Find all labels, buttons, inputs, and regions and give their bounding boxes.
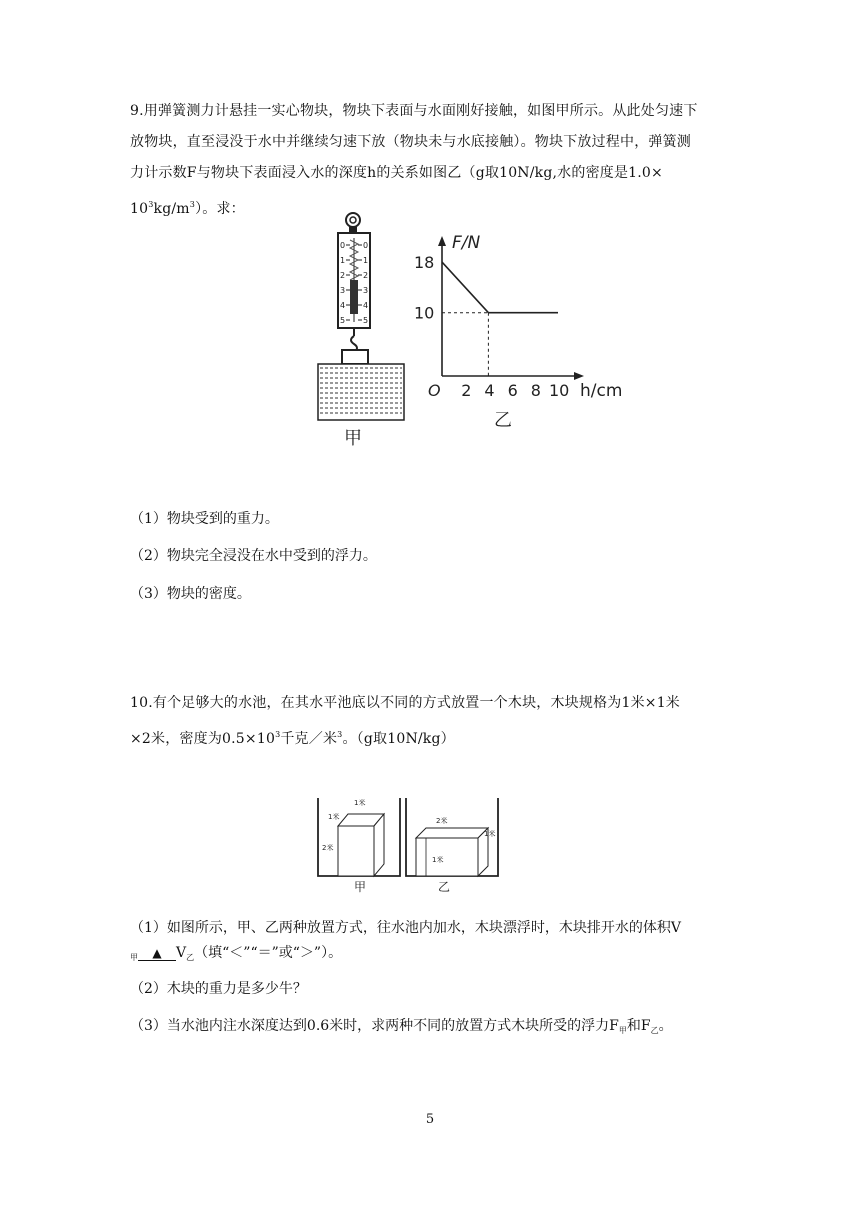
q10-sub-3: （3）当水池内注水深度达到0.6米时，求两种不同的放置方式木块所受的浮力$F_甲$和$F_乙$。	[130, 1018, 673, 1035]
dim-label: 1米	[328, 813, 340, 821]
scale-number: 5	[340, 316, 346, 325]
y-tick-label: 10	[414, 303, 435, 323]
q10-sub-2: （2）木块的重力是多少牛？	[130, 981, 307, 997]
q9-line-3: 力计示数F与物块下表面浸入水的深度h的关系如图乙（g取10N/kg,水的密度是1.0×	[130, 165, 663, 181]
x-tick-label: 10	[549, 381, 570, 400]
question-10-text	[130, 688, 730, 755]
q9-sub-1: （1）物块受到的重力。	[130, 511, 279, 527]
x-tick-label: 2	[461, 381, 472, 400]
q9-sub-3: （3）物块的密度。	[130, 586, 251, 602]
scale-number: 1	[340, 256, 346, 265]
figure-label-yi: 乙	[494, 410, 512, 431]
block-upright	[338, 814, 384, 876]
scale-number: 1	[363, 256, 369, 265]
x-axis-label: h/cm	[580, 381, 623, 401]
x-tick-label: 8	[530, 381, 541, 400]
scale-number: 4	[363, 301, 369, 310]
scale-number: 5	[363, 316, 369, 325]
dim-label: 2米	[436, 817, 448, 825]
answer-blank[interactable]: ▲	[138, 946, 176, 961]
q9-sub-2: （2）物块完全浸没在水中受到的浮力。	[130, 548, 377, 564]
q9-line-2: 放物块，直至浸没于水中并继续匀速下放（物块未与水底接触）。物块下放过程中，弹簧测	[130, 134, 691, 150]
q10-sub-1-line-1: （1）如图所示，甲、乙两种放置方式，往水池内加水，木块漂浮时，木块排开水的体积V	[130, 920, 682, 936]
y-axis-label: F/N	[452, 233, 481, 253]
y-tick-label: 18	[414, 253, 435, 273]
block-lying	[416, 828, 488, 876]
water-tank	[318, 364, 404, 420]
scale-number: 4	[340, 301, 346, 310]
scale-number: 0	[340, 241, 346, 250]
ring-icon	[346, 213, 360, 227]
x-tick-label: 6	[507, 381, 518, 400]
spring-scale-figure	[300, 210, 420, 450]
q10-line-1: 10.有个足够大的水池，在其水平池底以不同的方式放置一个木块，木块规格为1米×1米	[130, 695, 681, 711]
page-number: 5	[425, 1112, 435, 1127]
figure-label-jia: 甲	[344, 428, 362, 449]
dim-label: 1米	[484, 830, 496, 838]
y-axis-arrow-icon	[438, 236, 446, 246]
q10-sub-1-line-2: $_甲$ ▲ $V_乙$（填“＜”“＝”或“＞”）。	[130, 945, 343, 962]
dim-label: 1米	[354, 799, 366, 807]
scale-number: 3	[340, 286, 346, 295]
scale-number: 2	[363, 271, 369, 280]
x-tick-label: 4	[484, 381, 495, 400]
q9-line-4: $10^3kg/m^3$）。求：	[130, 200, 245, 217]
x-axis-arrow-icon	[574, 372, 584, 380]
dim-label: 2米	[322, 844, 334, 852]
origin-label: O	[428, 381, 441, 400]
wooden-block-figure	[310, 792, 510, 897]
dim-label: 1米	[432, 856, 444, 864]
series-line-segment	[442, 262, 488, 313]
scale-number: 0	[363, 241, 369, 250]
block	[342, 350, 368, 364]
question-9-text	[130, 96, 730, 225]
figure-label-jia: 甲	[354, 880, 367, 894]
scale-number: 3	[363, 286, 369, 295]
q9-line-1: 9.用弹簧测力计悬挂一实心物块，物块下表面与水面刚好接触，如图甲所示。从此处匀速下	[130, 103, 698, 119]
force-depth-chart	[410, 228, 640, 438]
figure-label-yi: 乙	[438, 880, 451, 894]
q10-line-2: ×2米，密度为$0.5\times 10^3$千克／米$^3$。（g取10N/kg）	[130, 730, 455, 747]
scale-number: 2	[340, 271, 346, 280]
